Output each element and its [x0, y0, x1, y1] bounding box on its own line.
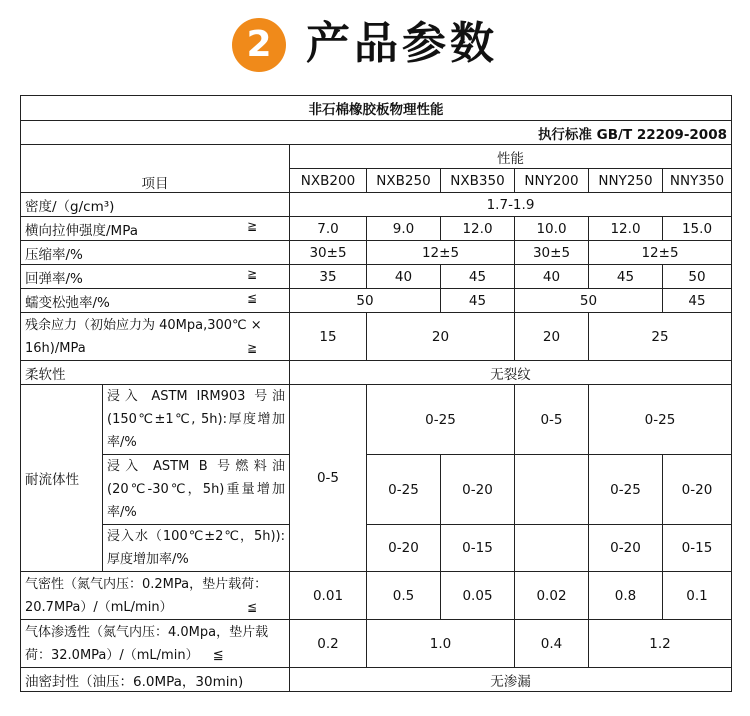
cell-value: 30±5	[515, 241, 589, 265]
table-row-compression	[21, 241, 732, 265]
table-row-tensile	[21, 217, 732, 241]
cell-value: 50	[515, 289, 663, 313]
gte-symbol: ≧	[246, 266, 257, 281]
table-row-oil-sealing	[21, 668, 732, 692]
cell-value: 35	[290, 265, 367, 289]
row-label: 回弹率/%	[25, 270, 83, 287]
sub-row-label: 浸入水（100℃±2℃，5h)):厚度增加率/%	[103, 525, 290, 572]
cell-value: 15	[290, 313, 367, 361]
table-row-residual-stress	[21, 313, 732, 361]
cell-value: 10.0	[515, 217, 589, 241]
item-header: 项目	[21, 145, 290, 193]
standard-reference: 执行标准 GB/T 22209-2008	[21, 121, 732, 145]
table-row-gas-tightness	[21, 572, 732, 620]
cell-value: 0.8	[589, 572, 663, 620]
cell-value: 40	[367, 265, 441, 289]
row-label-cell	[21, 265, 290, 289]
table-row-fluid-fuel	[21, 455, 732, 525]
cell-value: 0-25	[367, 455, 441, 525]
row-label: 蠕变松弛率/%	[25, 294, 110, 311]
row-label-cell	[21, 313, 290, 361]
table-row-recovery	[21, 265, 732, 289]
table-row-fluid-oil	[21, 385, 732, 455]
row-label-cell	[21, 289, 290, 313]
row-label: 密度/（g/cm³)	[21, 193, 290, 217]
cell-value: 50	[290, 289, 441, 313]
gte-symbol: ≧	[246, 218, 257, 233]
column-header: NNY350	[663, 169, 732, 193]
cell-value: 0.02	[515, 572, 589, 620]
row-label-cell	[21, 572, 290, 620]
cell-value: 0.2	[290, 620, 367, 668]
section-number-badge: 2	[232, 18, 286, 72]
row-label-line2: 20.7MPa）/（mL/min）	[25, 599, 173, 615]
table-row-flexibility	[21, 361, 732, 385]
column-header: NXB200	[290, 169, 367, 193]
cell-value: 0-15	[441, 525, 515, 572]
lte-symbol: ≦	[246, 599, 257, 614]
cell-value: 0-20	[589, 525, 663, 572]
row-label: 压缩率/%	[21, 241, 290, 265]
cell-value: 0-5	[515, 385, 589, 455]
cell-value: 0.4	[515, 620, 589, 668]
cell-value: 20	[515, 313, 589, 361]
row-label-line1: 气体渗透性（氮气内压：4.0Mpa，垫片载	[25, 624, 269, 640]
section-header	[0, 0, 750, 88]
column-header: NNY250	[589, 169, 663, 193]
cell-value: 0.5	[367, 572, 441, 620]
row-label-cell	[21, 217, 290, 241]
cell-value: 1.7-1.9	[290, 193, 732, 217]
cell-value: 12±5	[589, 241, 732, 265]
table-row-density	[21, 193, 732, 217]
row-label-line1: 残余应力（初始应力为 40Mpa,300℃ ×	[25, 317, 262, 333]
table-caption: 非石棉橡胶板物理性能	[21, 96, 732, 121]
table-row-fluid-water	[21, 525, 732, 572]
cell-value: 0-20	[663, 455, 732, 525]
cell-value	[515, 455, 589, 525]
cell-value: 无裂纹	[290, 361, 732, 385]
spec-table	[20, 95, 732, 692]
column-header: NXB350	[441, 169, 515, 193]
sub-row-label: 浸入 ASTM IRM903 号油(150℃±1℃, 5h):厚度增加率/%	[103, 385, 290, 455]
cell-value: 50	[663, 265, 732, 289]
section-title: 产品参数	[306, 18, 498, 69]
column-header: NNY200	[515, 169, 589, 193]
cell-value	[515, 525, 589, 572]
cell-value: 45	[441, 289, 515, 313]
performance-header: 性能	[290, 145, 732, 169]
row-label-line2: 荷：32.0MPa）/（mL/min）	[25, 647, 199, 663]
cell-value: 0-20	[441, 455, 515, 525]
row-label: 柔软性	[21, 361, 290, 385]
cell-value: 0.01	[290, 572, 367, 620]
cell-value: 0-5	[290, 385, 367, 572]
cell-value: 0-15	[663, 525, 732, 572]
cell-value: 0.1	[663, 572, 732, 620]
row-label-line1: 气密性（氮气内压：0.2MPa，垫片载荷：	[25, 576, 268, 592]
cell-value: 12.0	[589, 217, 663, 241]
row-label: 油密封性（油压：6.0MPa，30min)	[21, 668, 290, 692]
cell-value: 0.05	[441, 572, 515, 620]
row-label: 横向拉伸强度/MPa	[25, 222, 139, 239]
table-row-creep	[21, 289, 732, 313]
row-label: 耐流体性	[21, 385, 103, 572]
cell-value: 12±5	[367, 241, 515, 265]
cell-value: 7.0	[290, 217, 367, 241]
cell-value: 0-25	[367, 385, 515, 455]
cell-value: 1.2	[589, 620, 732, 668]
cell-value: 0-20	[367, 525, 441, 572]
cell-value: 20	[367, 313, 515, 361]
gte-symbol: ≧	[246, 340, 257, 355]
column-header: NXB250	[367, 169, 441, 193]
lte-symbol: ≦	[212, 647, 224, 663]
cell-value: 15.0	[663, 217, 732, 241]
row-label-cell	[21, 620, 290, 668]
cell-value: 1.0	[367, 620, 515, 668]
table-row-gas-permeability	[21, 620, 732, 668]
cell-value: 45	[589, 265, 663, 289]
sub-row-label: 浸入 ASTM B 号燃料油(20℃-30℃，5h)重量增加率/%	[103, 455, 290, 525]
cell-value: 25	[589, 313, 732, 361]
cell-value: 0-25	[589, 385, 732, 455]
cell-value: 0-25	[589, 455, 663, 525]
cell-value: 30±5	[290, 241, 367, 265]
cell-value: 无渗漏	[290, 668, 732, 692]
row-label-line2: 16h)/MPa	[25, 340, 86, 356]
cell-value: 12.0	[441, 217, 515, 241]
cell-value: 40	[515, 265, 589, 289]
cell-value: 9.0	[367, 217, 441, 241]
cell-value: 45	[663, 289, 732, 313]
cell-value: 45	[441, 265, 515, 289]
lte-symbol: ≦	[246, 290, 257, 305]
